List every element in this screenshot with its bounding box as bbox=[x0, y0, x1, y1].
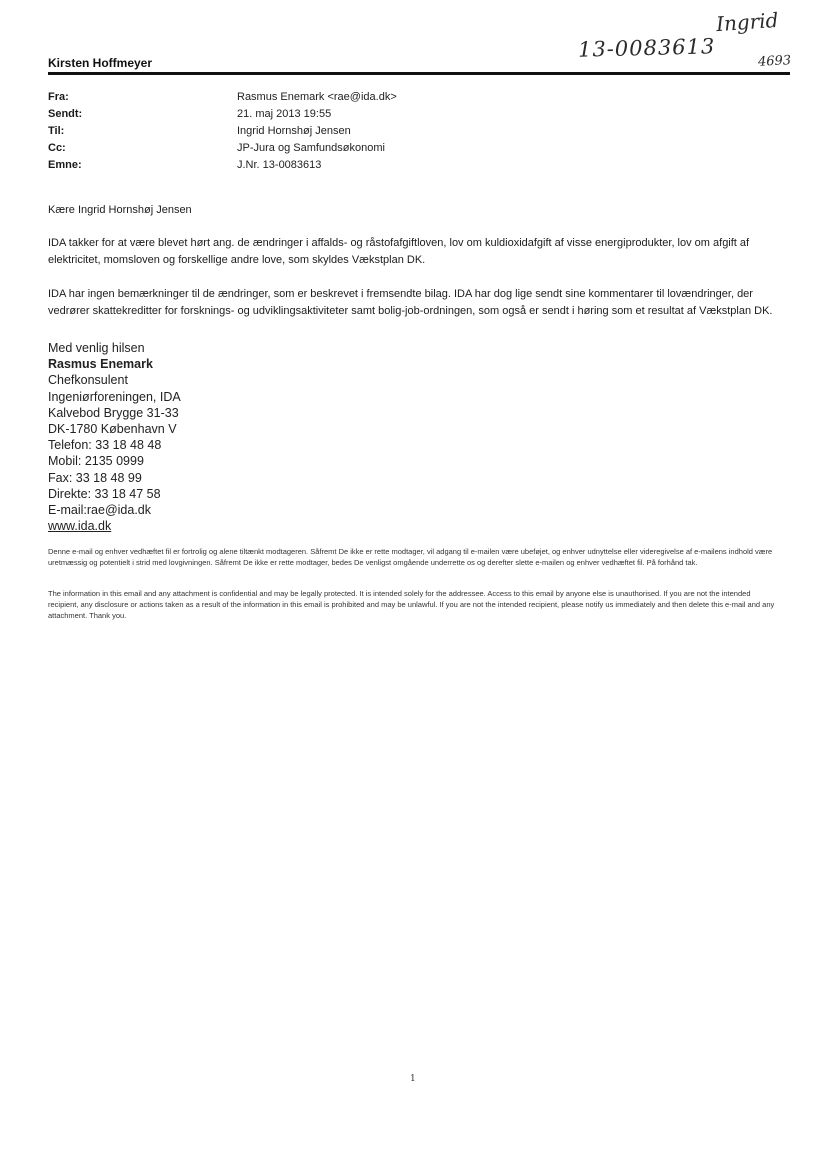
signature-email: E-mail:rae@ida.dk bbox=[48, 503, 152, 518]
signature-organization: Ingeniørforeningen, IDA bbox=[48, 389, 181, 404]
email-greeting: Kære Ingrid Hornshøj Jensen bbox=[48, 204, 192, 216]
cc-value: JP-Jura og Samfundsøkonomi bbox=[237, 142, 385, 154]
email-signature bbox=[48, 340, 181, 534]
email-header bbox=[48, 89, 748, 174]
handwritten-page-reference: 4693 bbox=[757, 53, 792, 70]
email-paragraph-1: IDA takker for at være blevet hørt ang. de ændringer i affalds- og råstofafgiftloven, lov om kuldioxidafgift af visse energiprodukter, lov om afgift af elektricitet, momsloven og forskellige andre love, som skyldes Vækstplan DK. bbox=[48, 237, 750, 266]
signature-mobile: Mobil: 2135 0999 bbox=[48, 454, 144, 469]
mailbox-owner-name: Kirsten Hoffmeyer bbox=[48, 56, 153, 70]
signature-closing: Med venlig hilsen bbox=[48, 341, 145, 355]
header-row-to bbox=[48, 123, 748, 140]
header-divider bbox=[48, 72, 790, 75]
from-value: Rasmus Enemark <rae@ida.dk> bbox=[237, 91, 397, 103]
sent-value: 21. maj 2013 19:55 bbox=[237, 108, 332, 120]
header-row-sent bbox=[48, 106, 748, 123]
cc-label: Cc: bbox=[48, 142, 66, 154]
handwritten-file-number: 13-0083613 bbox=[577, 34, 716, 62]
to-value: Ingrid Hornshøj Jensen bbox=[237, 125, 351, 137]
signature-title: Chefkonsulent bbox=[48, 373, 128, 388]
disclaimer-english: The information in this email and any attachment is confidential and may be legally protected. It is intended solely for the addressee. Access to this email by anyone else is unauthorised. If you are not the intended recipient, any disclosure or actions taken as a result of the information in this email is prohibited and may be unlawful. If you are not the intended recipient, please notify us immediately and then delete this e-mail and any attachment. Thank you. bbox=[48, 589, 775, 620]
signature-fax: Fax: 33 18 48 99 bbox=[48, 470, 142, 485]
signature-website-link: www.ida.dk bbox=[48, 519, 112, 534]
signature-phone: Telefon: 33 18 48 48 bbox=[48, 438, 162, 453]
to-label: Til: bbox=[48, 125, 65, 137]
signature-direct: Direkte: 33 18 47 58 bbox=[48, 486, 161, 501]
disclaimer-danish: Denne e-mail og enhver vedhæftet fil er fortrolig og alene tiltænkt modtageren. Såfremt De ikke er rette modtager, vil adgang til e-mailen være ubeføjet, og enhver udnyttelse eller videregivelse af e-mailens indhold være uretmæssig og potentielt i strid med lovgivningen. Såfremt De ikke er rette modtager, bedes De venligst omgående underrette os og derefter slette e-mailen og enhver vedhæftet fil. På forhånd tak. bbox=[48, 547, 773, 567]
header-row-cc bbox=[48, 140, 748, 157]
header-row-subject bbox=[48, 157, 748, 174]
page-number: 1 bbox=[410, 1074, 416, 1084]
from-label: Fra: bbox=[48, 91, 69, 103]
signature-street: Kalvebod Brygge 31-33 bbox=[48, 405, 179, 420]
sent-label: Sendt: bbox=[48, 108, 83, 120]
handwritten-name-annotation: Ingrid bbox=[715, 7, 780, 37]
email-paragraph-2: IDA har ingen bemærkninger til de ændringer, som er beskrevet i fremsendte bilag. IDA har dog lige sendt sine kommentarer til lovændringer, der vedrører skattekreditter for forsknings- og udviklingsaktiviteter samt bolig-job-ordningen, som også er sendt i høring som et resultat af Vækstplan DK. bbox=[48, 288, 773, 317]
subject-label: Emne: bbox=[48, 159, 82, 171]
signature-name: Rasmus Enemark bbox=[48, 357, 153, 372]
signature-city: DK-1780 København V bbox=[48, 422, 177, 437]
header-row-from bbox=[48, 89, 748, 106]
subject-value: J.Nr. 13-0083613 bbox=[237, 159, 322, 171]
